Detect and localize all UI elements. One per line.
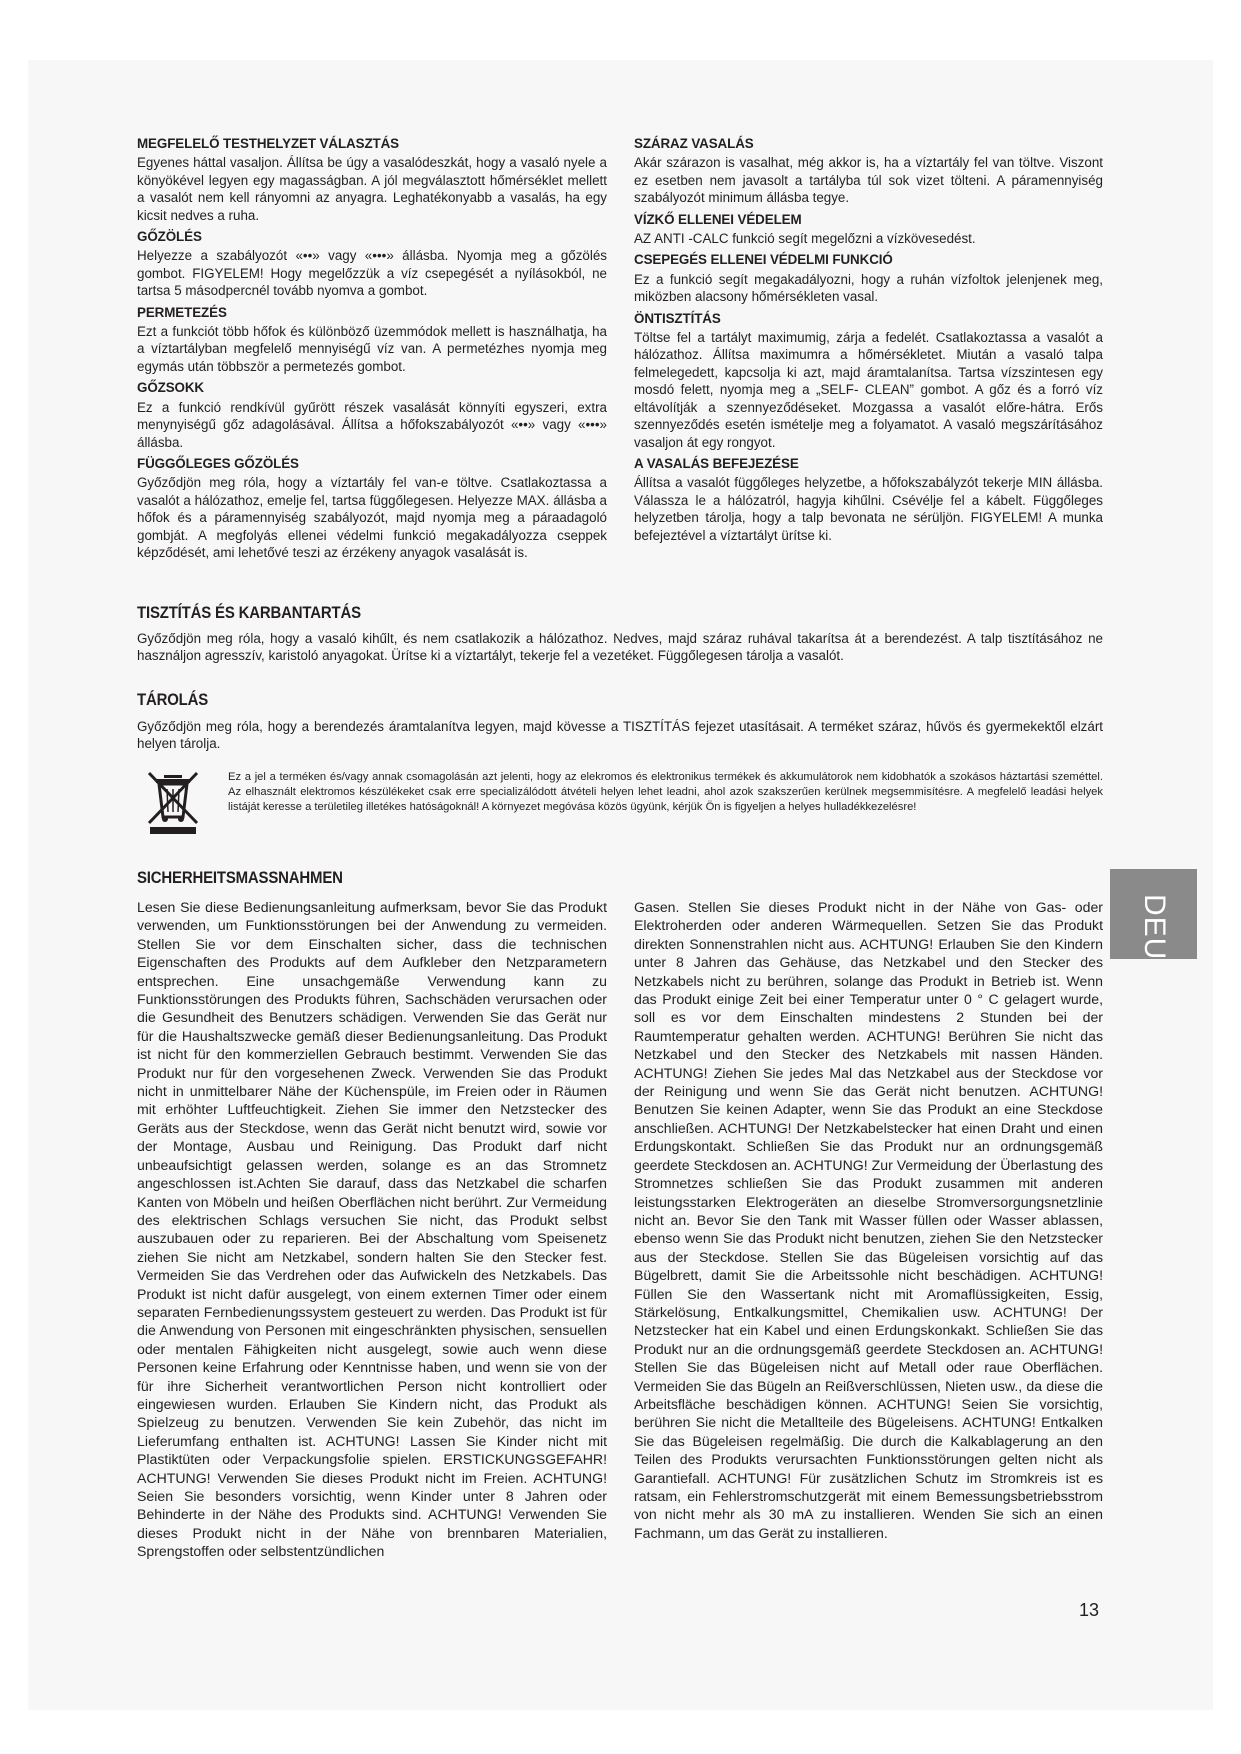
section-heading: GŐZSOKK xyxy=(137,380,204,396)
weee-disposal-text: Ez a jel a terméken és/vagy annak csomagolásán azt jelenti, hogy az elekromos és elektronikus termékek és akkumulátorok nem kidobhatók a szokásos háztartási szeméttel. Az elhasznált elektromos készülékeket csak erre specializálódott átvételi helyen lehet leadni, ahol azok szakszerűen kerülnek megsemmisítésre. A megfelelő leadási helyek listáját keresse a területileg illetékes hatóságoknál! A környezet megóvása közös ügyünk, kérjük Ön is figyeljen a helyes hulladékkezelésre! xyxy=(228,771,1103,813)
page-number: 13 xyxy=(1079,1600,1100,1620)
hungarian-right-column xyxy=(634,135,1103,548)
section-body: Helyezze a szabályozót «••» vagy «•••» állásba. Nyomja meg a gőzölés gombot. FIGYELEM! Hogy megelőzzük a víz csepegését a nyílásokból, ne tartsa 5 másodpercnél tovább nyomva a gombot. xyxy=(137,248,607,299)
safety-title: SICHERHEITSMASSNAHMEN xyxy=(137,868,343,887)
section-heading: PERMETEZÉS xyxy=(137,304,227,320)
section-heading: MEGFELELŐ TESTHELYZET VÁLASZTÁS xyxy=(137,136,399,151)
section-heading: VÍZKŐ ELLENEI VÉDELEM xyxy=(634,211,802,227)
section-body: Ez a funkció rendkívül gyűrött részek vasalását könnyíti egyszeri, extra menynyiségű gőz adagolásával. Állítsa a hőfokszabályozót «••» vagy «•••» állásba. xyxy=(137,399,607,450)
section-body: Egyenes háttal vasaljon. Állítsa be úgy a vasalódeszkát, hogy a vasaló nyele a könyökével legyen egy magasságban. A jól megválasztott hőmérséklet mellett a vasalót nem kell rányomni az anyagra. Leghatékonyabb a vasalás, ha egy kicsit nedves a ruha. xyxy=(137,155,607,223)
hungarian-left-column xyxy=(137,135,607,565)
storage-text: Győződjön meg róla, hogy a berendezés áramtalanítva legyen, majd kövesse a TISZTÍTÁS fejezet utasításait. A terméket száraz, hűvös és gyermekektől elzárt helyen tárolja. xyxy=(137,719,1103,752)
section-heading: A VASALÁS BEFEJEZÉSE xyxy=(634,455,799,471)
section-body: Ez a funkció segít megakadályozni, hogy a ruhán vízfoltok jelenjenek meg, miközben alacsony hőmérsékleten vasal. xyxy=(634,271,1103,305)
section-heading: SZÁRAZ VASALÁS xyxy=(634,136,754,151)
section-body: Állítsa a vasalót függőleges helyzetbe, a hőfokszabályzót tekerje MIN állásba. Válassza le a hálózatról, hagyja kihűlni. Csévélje fel a kábelt. Függőleges helyzetben tárolja, hogy a talp bevonata ne sérüljön. FIGYELEM! A munka befejeztével a víztartályt ürítse ki. xyxy=(634,475,1103,543)
section-body: Akár szárazon is vasalhat, még akkor is, ha a víztartály fel van töltve. Viszont ez esetben nem javasolt a tartályba túl sok vizet tölteni. A páramennyiség szabályozót minimum állásba tegye. xyxy=(634,155,1103,206)
storage-title: TÁROLÁS xyxy=(137,690,209,709)
crossed-out-wheelie-bin-icon xyxy=(145,769,201,835)
section-body: Ezt a funkciót több hőfok és különböző üzemmódok mellett is használhatja, ha a víztartályban megfelelő mennyiségű víz van. A permetézhes nyomja meg egymás után többször a permetezés gombot. xyxy=(137,324,607,374)
section-body: Győződjön meg róla, hogy a víztartály fel van-e töltve. Csatlakoztassa a vasalót a hálózathoz, emelje fel, tartsa függőlegesen. Helyezze MAX. állásba a hőfok és a páramennyiség szabályozót, majd nyomja meg a páraadagoló gombját. A megfolyás ellenei védelmi funkció megakadályozza cseppek képződését, ami lehetővé teszi az érzékeny anyagok vasalását is. xyxy=(137,475,607,560)
section-body: AZ ANTI -CALC funkció segít megelőzni a vízkövesedést. xyxy=(634,231,976,247)
section-heading: FÜGGŐLEGES GŐZÖLÉS xyxy=(137,455,299,471)
section-body: Töltse fel a tartályt maximumig, zárja a fedelét. Csatlakoztassa a vasalót a hálózathoz. Állítsa maximumra a hőmérsékletet. Miután a vasaló talpa felmelegedett, kapcsolja ki azt, majd áramtalanítsa. Tartsa vízszintesen egy mosdó felett, nyomja meg a „SELF- CLEAN” gombot. A gőz és a forró víz eltávolítják a szennyeződéseket. Mozgassa a vasalót előre-hátra. Erős szennyeződés esetén ismételje meg a folyamatot. A vasaló megszárításához vasaljon át egy rongyot. xyxy=(634,330,1103,450)
section-heading: CSEPEGÉS ELLENEI VÉDELMI FUNKCIÓ xyxy=(634,252,893,268)
safety-left-column: Lesen Sie diese Bedienungsanleitung aufmerksam, bevor Sie das Produkt verwenden, um Funktionsstörungen bei der Anwendung zu vermeiden. Stellen Sie vor dem Einschalten sicher, dass die technischen Eigenschaften des Produkts auf dem Aufkleber den Netzparametern entsprechen. Eine unsachgemäße Verwendung kann zu Funktionsstörungen des Produkts führen, Sachschäden verursachen oder die Gesundheit des Benutzers schädigen. Verwenden Sie das Gerät nur für die Haushaltszwecke gemäß dieser Bedienungsanleitung. Das Produkt ist nicht für den kommerziellen Gebrauch bestimmt. Verwenden Sie das Produkt nur für den vorgesehenen Zweck. Verwenden Sie das Produkt nicht in unmittelbarer Nähe der Küchenspüle, im Freien oder in Räumen mit erhöhter Luftfeuchtigkeit. Ziehen Sie immer den Netzstecker des Geräts aus der Steckdose, wenn das Gerät nicht benutzt wird, sowie vor der Montage, Ausbau und Reinigung. Das Produkt darf nicht unbeaufsichtigt gelassen werden, solange es an das Stromnetz angeschlossen ist.Achten Sie darauf, dass das Netzkabel die scharfen Kanten von Möbeln und heißen Oberflächen nicht berührt. Zur Vermeidung des elektrischen Schlags versuchen Sie nicht, das Produkt selbst auszubauen oder zu reparieren. Bei der Abschaltung vom Speisenetz ziehen Sie nicht am Netzkabel, sondern halten Sie den Stecker fest. Vermeiden Sie das Verdrehen oder das Aufwickeln des Netzkabels. Das Produkt ist nicht dafür ausgelegt, von einem externen Timer oder einem separaten Fernbedienungssystem gesteuert zu werden. Das Produkt ist für die Anwendung von Personen mit eingeschränkten physischen, sensuellen oder mentalen Fähigkeiten nicht ausgelegt, sowie auch wenn diese Personen keine Erfahrung oder Kenntnisse haben, und wenn sie von der für ihre Sicherheit verantwortlichen Person nicht kontrolliert oder eingewiesen wurden. Erlauben Sie Kindern nicht, das Produkt als Spielzeug zu benutzen. Verwenden Sie kein Zubehör, das nicht im Lieferumfang enthalten ist. ACHTUNG! Lassen Sie Kinder nicht mit Plastiktüten oder Verpackungsfolie spielen. ERSTICKUNGSGEFAHR! ACHTUNG! Verwenden Sie dieses Produkt nicht im Freien. ACHTUNG! Seien Sie besonders vorsichtig, wenn Kinder unter 8 Jahren oder Behinderte in der Nähe des Produkts sind. ACHTUNG! Verwenden Sie dieses Produkt nicht in der Nähe von brennbaren Materialien, Sprengstoffen oder selbstentzündlichen xyxy=(137,899,607,1560)
cleaning-text: Győződjön meg róla, hogy a vasaló kihűlt, és nem csatlakozik a hálózathoz. Nedves, majd száraz ruhával takarítsa át a berendezést. A talp tisztításához ne használjon agresszív, karistoló anyagokat. Ürítse ki a víztartályt, tekerje fel a vezetéket. Függőlegesen tárolja a vasalót. xyxy=(137,631,1103,664)
cleaning-title: TISZTÍTÁS ÉS KARBANTARTÁS xyxy=(137,603,361,622)
section-heading: ÖNTISZTÍTÁS xyxy=(634,310,721,326)
language-tab xyxy=(1110,869,1197,959)
safety-right-column: Gasen. Stellen Sie dieses Produkt nicht in der Nähe von Gas- oder Elektroherden oder anderen Wärmequellen. Setzen Sie das Produkt direkten Sonnenstrahlen nicht aus. ACHTUNG! Erlauben Sie den Kindern unter 8 Jahren das Gehäuse, das Netzkabel und den Stecker des Netzkabels nicht zu berühren, solange das Produkt in Betrieb ist. Wenn das Produkt einige Zeit bei einer Temperatur unter 0 ° C gelagert wurde, soll es vor dem Einschalten mindestens 2 Stunden bei der Raumtemperatur gehalten werden. ACHTUNG! Berühren Sie nicht das Netzkabel und den Stecker des Netzkabels mit nassen Händen. ACHTUNG! Ziehen Sie jedes Mal das Netzkabel aus der Steckdose vor der Reinigung und wenn Sie das Gerät nicht benutzen. ACHTUNG! Benutzen Sie keinen Adapter, wenn Sie das Produkt an eine Steckdose anschließen. ACHTUNG! Der Netzkabelstecker hat einen Draht und einen Erdungskontakt. Schließen Sie das Produkt nur an ordnungsgemäß geerdete Steckdosen an. ACHTUNG! Zur Vermeidung der Überlastung des Stromnetzes schließen Sie das Produkt zusammen mit anderen leistungsstarken Elektrogeräten an dieselbe Stromversorgungsnetzlinie nicht an. Bevor Sie den Tank mit Wasser füllen oder Wasser ablassen, ebenso wenn Sie das Produkt nicht benutzen, ziehen Sie den Netzstecker aus der Steckdose. Stellen Sie das Bügeleisen vorsichtig auf das Bügelbrett, damit Sie die Arbeitssohle nicht beschädigen. ACHTUNG! Füllen Sie den Wassertank nicht mit Aromaflüssigkeiten, Essig, Stärkelösung, Entkalkungsmittel, Chemikalien usw. ACHTUNG! Der Netzstecker hat ein Kabel und einen Erdungskonkakt. Schließen Sie das Produkt nur an die ordnungsgemäß geerdete Steckdosen an. ACHTUNG! Stellen Sie das Bügeleisen nicht auf Metall oder raue Oberflächen. Vermeiden Sie das Bügeln an Reißverschlüssen, Nieten usw., da diese die Arbeitsfläche beschädigen können. ACHTUNG! Seien Sie vorsichtig, berühren Sie nicht die Metallteile des Bügeleisens. ACHTUNG! Entkalken Sie das Bügeleisen regelmäßig. Die durch die Kalkablagerung an den Teilen des Produkts verursachten Funktionsstörungen gelten nicht als Garantiefall. ACHTUNG! Für zusätzlichen Schutz im Stromkreis ist es ratsam, ein Fehlerstromschutzgerät mit einem Bemessungsbetriebsstrom von nicht mehr als 30 mA zu installieren. Wenden Sie sich an einen Fachmann, um das Gerät zu installieren. xyxy=(634,899,1103,1541)
section-heading: GŐZÖLÉS xyxy=(137,229,202,245)
language-tab-label: DEU xyxy=(1138,894,1171,961)
